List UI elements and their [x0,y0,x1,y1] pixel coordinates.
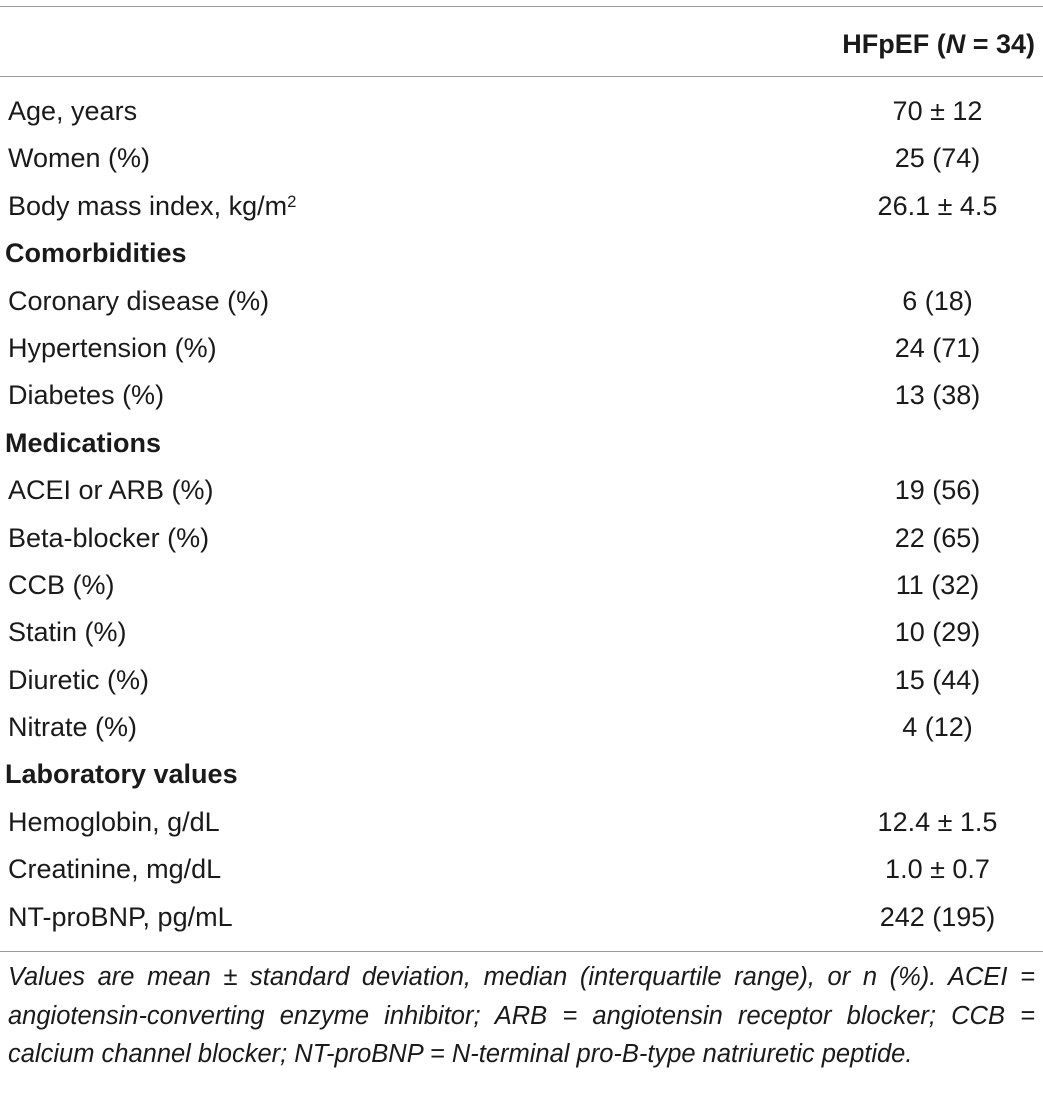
row-label-text: Coronary disease (%) [8,285,270,316]
table-row [0,135,1043,182]
row-label-text: Nitrate (%) [8,712,138,743]
table-row [0,846,1043,893]
row-value: 15 (44) [894,664,981,695]
section-label [5,420,161,467]
row-label-text: ACEI or ARB (%) [8,475,214,506]
table-row [0,372,1043,419]
table-header [0,24,1043,64]
column-header-hfpef [842,24,1035,64]
row-value: 10 (29) [894,617,981,648]
row-label-text: Beta-blocker (%) [8,522,210,553]
section-label [5,751,238,798]
table-bottom-rule [0,951,1043,952]
row-label [8,799,220,846]
row-label-text: Medications [5,427,162,458]
row-value: 26.1 ± 4.5 [877,190,998,221]
table-row [0,467,1043,514]
table-row [0,515,1043,562]
row-value: 4 (12) [902,712,973,743]
row-label [8,609,127,656]
table-row [0,325,1043,372]
row-value: 242 (195) [879,901,996,932]
table-footnote: Values are mean ± standard deviation, median (interquartile range), or n (%). ACEI = angiotensin-converting enzyme inhibitor; ARB = angiotensin receptor blocker; CCB = calcium channel blocker; NT-proBNP = N-terminal pro-B-type natriuretic peptide. [8,963,1035,1068]
row-label-text: Comorbidities [5,238,187,269]
row-value: 19 (56) [894,475,981,506]
section-label [5,230,187,277]
table-row [0,799,1043,846]
row-label [8,704,137,751]
row-label-text: Hypertension (%) [8,332,217,363]
row-label [8,894,233,941]
table-row [0,278,1043,325]
section-header-row [0,420,1043,467]
column-header-n-symbol: N [945,29,966,59]
row-value: 24 (71) [894,332,981,363]
row-label [8,515,209,562]
row-label-text: Creatinine, mg/dL [8,854,222,885]
row-label-superscript: 2 [287,192,297,212]
row-label [8,467,214,514]
table-row [0,704,1043,751]
row-value: 11 (32) [895,569,980,600]
row-value: 25 (74) [894,143,981,174]
table-top-rule [0,6,1043,7]
row-label [8,325,217,372]
row-label-text: Diabetes (%) [8,380,165,411]
row-label [8,562,115,609]
row-label-text: Laboratory values [5,759,238,790]
table-row [0,562,1043,609]
table-row [0,609,1043,656]
section-header-row [0,751,1043,798]
table-body [0,88,1043,941]
row-label-text: Statin (%) [8,617,127,648]
row-label-text: Hemoglobin, g/dL [8,806,220,837]
row-label [8,372,164,419]
row-label [8,88,137,135]
row-label-text: Age, years [8,96,138,126]
row-value: 12.4 ± 1.5 [877,806,998,837]
table-row [0,894,1043,941]
column-header-prefix: HFpEF ( [842,29,946,59]
row-label [8,278,269,325]
row-value: 70 ± 12 [892,96,983,126]
table-row [0,183,1043,230]
column-header-suffix: = 34) [965,29,1035,59]
table-row [0,88,1043,135]
row-value: 1.0 ± 0.7 [885,854,990,885]
row-label-text: Women (%) [8,143,151,174]
table-row [0,657,1043,704]
table-header-rule [0,76,1043,77]
row-label-text: NT-proBNP, pg/mL [8,901,233,932]
row-label [8,657,149,704]
row-label [8,183,296,230]
row-value: 6 (18) [902,285,973,316]
row-label [8,135,150,182]
row-label-text: Diuretic (%) [8,664,150,695]
row-label [8,846,221,893]
section-header-row [0,230,1043,277]
row-label-text: CCB (%) [8,569,115,600]
row-value: 22 (65) [894,522,981,553]
row-value: 13 (38) [894,380,981,411]
row-label-text: Body mass index, kg/m [8,190,288,221]
